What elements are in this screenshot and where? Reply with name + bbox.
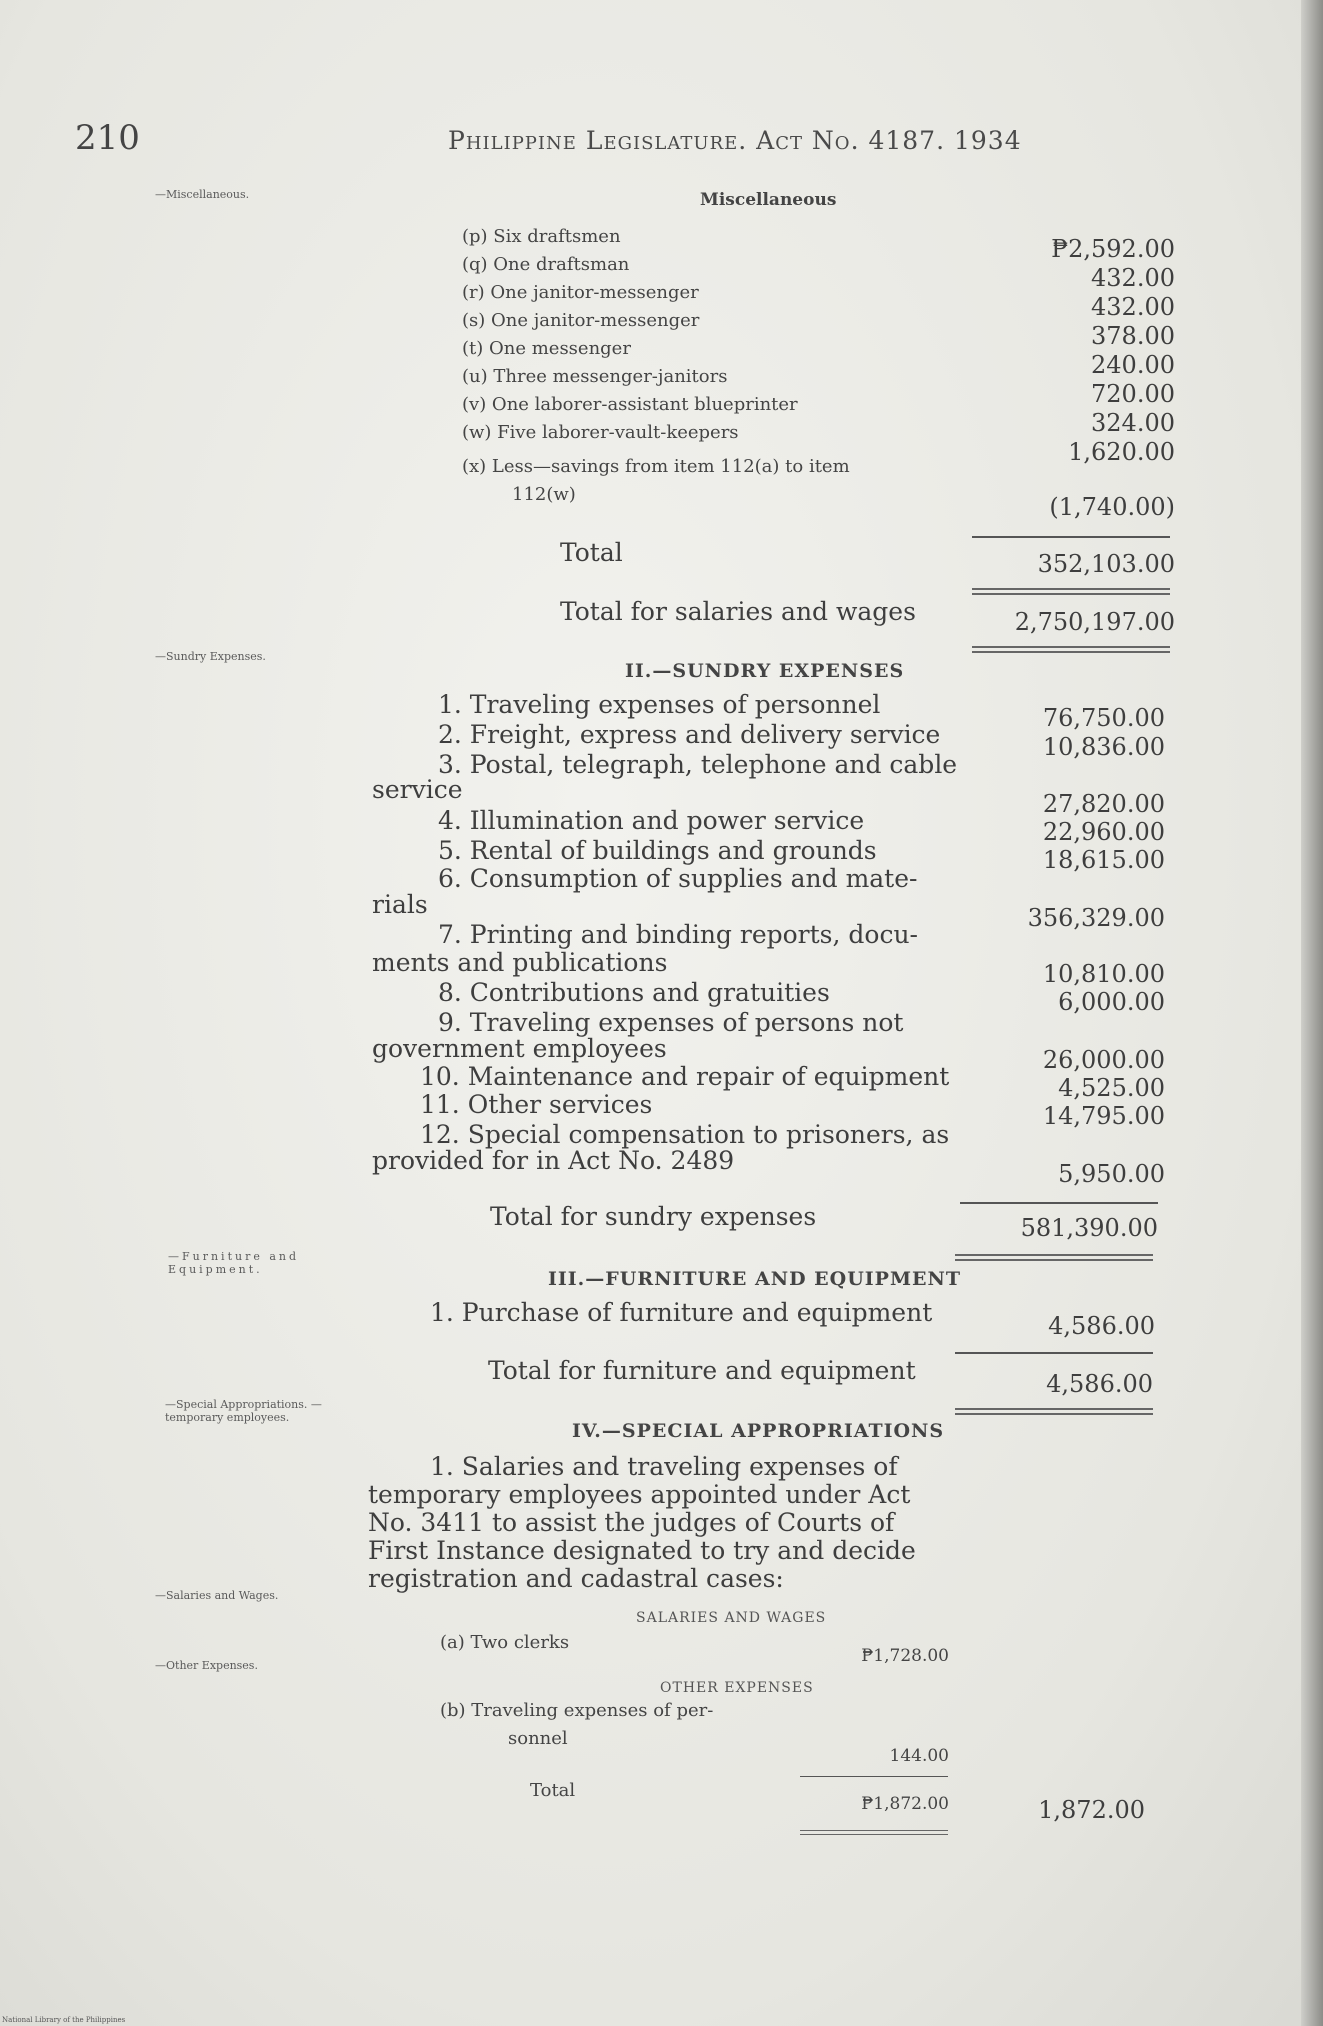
list-item: (r) One janitor-messenger <box>462 282 699 303</box>
amount: 356,329.00 <box>1027 904 1165 932</box>
travel-amount: 144.00 <box>889 1746 949 1766</box>
special-para-line: 1. Salaries and traveling expenses of <box>430 1452 898 1481</box>
list-item: 1. Traveling expenses of personnel <box>438 690 881 719</box>
furniture-heading: III.—FURNITURE AND EQUIPMENT <box>548 1268 961 1290</box>
total-amount: 352,103.00 <box>1037 550 1175 578</box>
amount: ₱2,592.00 <box>1051 235 1175 263</box>
clerks-amount: ₱1,728.00 <box>861 1646 949 1666</box>
amount: 14,795.00 <box>1042 1102 1165 1130</box>
amount: 22,960.00 <box>1042 818 1165 846</box>
list-item: 112(w) <box>512 484 576 505</box>
amount: 720.00 <box>1091 380 1175 408</box>
misc-heading: Miscellaneous <box>700 190 837 210</box>
total-label: Total <box>560 538 623 567</box>
amount: 324.00 <box>1091 409 1175 437</box>
rule <box>955 1352 1153 1354</box>
double-rule <box>955 1254 1153 1261</box>
salaries-total-label: Total for salaries and wages <box>560 597 916 626</box>
travel-label: (b) Traveling expenses of per- <box>440 1700 714 1721</box>
rule <box>972 536 1170 538</box>
list-item: 6. Consumption of supplies and mate- <box>438 864 918 893</box>
list-item: (p) Six draftsmen <box>462 226 621 247</box>
amount: (1,740.00) <box>1049 493 1175 521</box>
rule <box>960 1202 1158 1204</box>
furniture-total-label: Total for furniture and equipment <box>488 1356 916 1385</box>
amount: 10,836.00 <box>1042 733 1165 761</box>
amount: 432.00 <box>1091 293 1175 321</box>
sundry-total-label: Total for sundry expenses <box>490 1202 817 1231</box>
running-head-text: Philippine Legislature. Act No. 4187. 1934 <box>448 126 1022 155</box>
list-item: 10. Maintenance and repair of equipment <box>420 1062 950 1091</box>
margin-note-furniture: —Furniture and Equipment. <box>168 1250 300 1276</box>
list-item: government employees <box>372 1034 667 1063</box>
furniture-item: 1. Purchase of furniture and equipment <box>430 1298 933 1327</box>
amount: 1,620.00 <box>1068 438 1175 466</box>
footer-credit: National Library of the Philippines <box>2 2016 126 2024</box>
amount: 6,000.00 <box>1058 988 1165 1016</box>
special-total-label: Total <box>530 1780 576 1801</box>
special-para-line: First Instance designated to try and decide <box>368 1536 916 1565</box>
double-rule <box>800 1830 948 1835</box>
list-item: 4. Illumination and power service <box>438 806 865 835</box>
sundry-heading: II.—SUNDRY EXPENSES <box>625 660 905 682</box>
margin-note-special: —Special Appropriations. —temporary employees. <box>165 1398 322 1424</box>
amount: 378.00 <box>1091 322 1175 350</box>
amount: 27,820.00 <box>1042 790 1165 818</box>
special-para-line: No. 3411 to assist the judges of Courts of <box>368 1508 895 1537</box>
margin-note-salaries: —Salaries and Wages. <box>155 1589 279 1602</box>
amount: 432.00 <box>1091 264 1175 292</box>
list-item: 8. Contributions and gratuities <box>438 978 830 1007</box>
page-number: 210 <box>75 118 140 158</box>
special-total-outer: 1,872.00 <box>1038 1796 1145 1824</box>
list-item: ments and publications <box>372 948 668 977</box>
special-heading: IV.—SPECIAL APPROPRIATIONS <box>572 1420 945 1442</box>
double-rule <box>955 1408 1153 1415</box>
salaries-subheading: SALARIES AND WAGES <box>636 1610 827 1626</box>
special-total-inner: ₱1,872.00 <box>861 1794 949 1814</box>
list-item: 9. Traveling expenses of persons not <box>438 1008 904 1037</box>
clerks-label: (a) Two clerks <box>440 1632 570 1653</box>
amount: 240.00 <box>1091 351 1175 379</box>
other-subheading: OTHER EXPENSES <box>660 1680 814 1696</box>
double-rule <box>972 646 1170 653</box>
margin-note-sundry: —Sundry Expenses. <box>155 650 266 663</box>
rule <box>800 1776 948 1777</box>
list-item: (w) Five laborer-vault-keepers <box>462 422 739 443</box>
amount: 4,525.00 <box>1058 1074 1165 1102</box>
amount: 76,750.00 <box>1042 704 1165 732</box>
list-item: 5. Rental of buildings and grounds <box>438 836 877 865</box>
list-item: (s) One janitor-messenger <box>462 310 700 331</box>
special-para-line: temporary employees appointed under Act <box>368 1480 911 1509</box>
list-item: provided for in Act No. 2489 <box>372 1146 735 1175</box>
list-item: 12. Special compensation to prisoners, as <box>420 1120 950 1149</box>
furniture-item-amount: 4,586.00 <box>1048 1312 1155 1340</box>
special-para-line: registration and cadastral cases: <box>368 1564 784 1593</box>
travel-label: sonnel <box>508 1728 568 1749</box>
running-head <box>448 126 1022 155</box>
list-item: (v) One laborer-assistant blueprinter <box>462 394 798 415</box>
list-item: 2. Freight, express and delivery service <box>438 720 941 749</box>
amount: 26,000.00 <box>1042 1046 1165 1074</box>
salaries-total-amount: 2,750,197.00 <box>1014 608 1175 636</box>
sundry-total-amount: 581,390.00 <box>1020 1214 1158 1242</box>
list-item: (u) Three messenger-janitors <box>462 366 728 387</box>
list-item: service <box>372 775 463 804</box>
list-item: (q) One draftsman <box>462 254 630 275</box>
list-item: (x) Less—savings from item 112(a) to item <box>462 456 850 477</box>
list-item: (t) One messenger <box>462 338 631 359</box>
margin-note-other: —Other Expenses. <box>155 1659 258 1672</box>
double-rule <box>972 588 1170 595</box>
list-item: 3. Postal, telegraph, telephone and cable <box>438 750 958 779</box>
margin-note-misc: —Miscellaneous. <box>155 188 250 201</box>
page-edge-shadow <box>1301 0 1323 2026</box>
list-item: 11. Other services <box>420 1090 653 1119</box>
furniture-total-amount: 4,586.00 <box>1046 1370 1153 1398</box>
amount: 5,950.00 <box>1058 1160 1165 1188</box>
list-item: rials <box>372 890 428 919</box>
amount: 18,615.00 <box>1042 846 1165 874</box>
amount: 10,810.00 <box>1042 960 1165 988</box>
list-item: 7. Printing and binding reports, docu- <box>438 920 918 949</box>
